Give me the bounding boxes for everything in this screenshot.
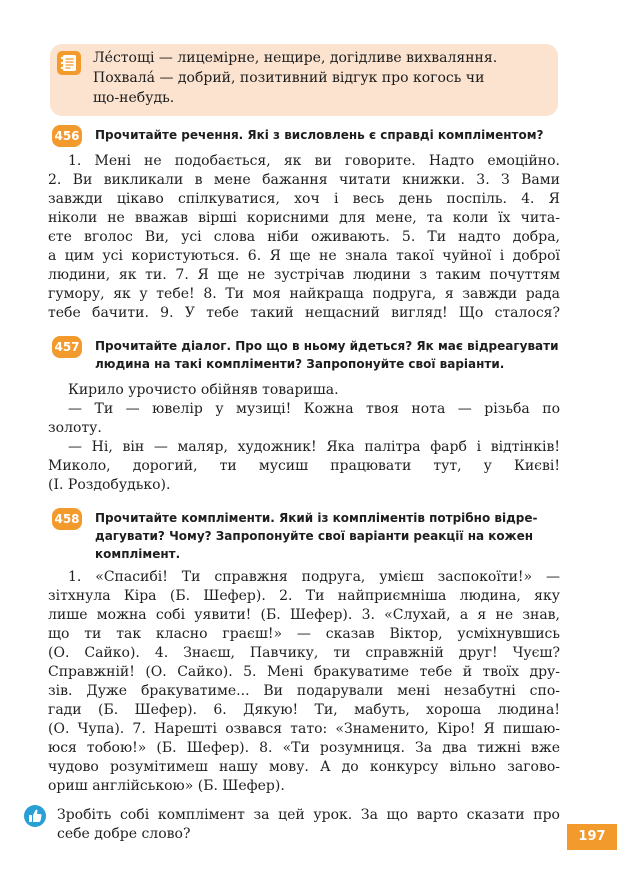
body-line: ніколи не вважав вірші корисними для мене, та коли їх чита- bbox=[48, 210, 560, 226]
task-line: людина на такі компліменти? Запропонуйте свої варіанти. bbox=[95, 357, 505, 371]
exercise-task bbox=[95, 509, 560, 563]
body-line: Миколо, дорогий, ти мусиш працювати тут, у Києві! bbox=[48, 458, 560, 474]
body-line: що ти так класно граєш!» — сказав Віктор, усміхнувшись bbox=[48, 626, 560, 642]
definition-line: Лéстощі — лицемірне, нещире, догідливе вихваляння. bbox=[93, 50, 498, 66]
body-line: чудово розумітимеш нашу мову. А до конкурсу вільно загово- bbox=[48, 759, 560, 775]
exercise-body bbox=[48, 152, 560, 323]
definition-line: Похвалá — добрий, позитивний відгук про когось чи bbox=[93, 70, 485, 86]
body-line: Зробіть собі комплімент за цей урок. За що варто сказати про bbox=[57, 807, 560, 823]
exercise-number-badge: 456 bbox=[52, 125, 82, 147]
exercise-number-badge: 457 bbox=[52, 336, 82, 358]
body-line: лише можна собі уявити! (Б. Шефер). 3. «Слухай, а я не знав, bbox=[48, 607, 560, 623]
body-line: зів. Дуже бракуватиме... Ви подарували мені незабутні спо- bbox=[48, 683, 560, 699]
task-line: комплімент. bbox=[95, 547, 181, 561]
body-line: гади (Б. Шефер). 6. Дякую! Ти, мабуть, хороша людина! bbox=[48, 702, 560, 718]
page-number: 197 bbox=[567, 824, 617, 850]
body-line: (О. Чупа). 7. Нарешті озвався тато: «Знаменито, Кіро! Я пишаю- bbox=[48, 721, 560, 737]
exercise-task bbox=[95, 126, 560, 144]
exercise-body bbox=[48, 568, 560, 796]
thumbs-up-icon bbox=[24, 805, 46, 827]
body-line: ориш англійською» (Б. Шефер). bbox=[48, 778, 285, 794]
exercise-body bbox=[48, 381, 560, 495]
body-line: 2. Ви викликали в мене бажання читати книжки. 3. З Вами bbox=[48, 172, 560, 188]
task-line: дагувати? Чому? Запропонуйте свої варіанти реакції на кожен bbox=[95, 529, 534, 543]
notebook-icon bbox=[57, 51, 81, 75]
body-line: золоту. bbox=[48, 420, 102, 436]
body-line: (І. Роздобудько). bbox=[48, 477, 171, 493]
body-line: Справжній! (О. Сайко). 5. Мені бракуватиме тебе й твоїх дру- bbox=[48, 664, 560, 680]
task-line: Прочитайте компліменти. Який із компліментів потрібно відре- bbox=[95, 511, 538, 525]
body-line: Кирило урочисто обійняв товариша. bbox=[68, 382, 339, 398]
body-line: а цим усі користуються. 6. Я ще не знала такої чуйної і доброї bbox=[48, 248, 560, 264]
task-line: Прочитайте речення. Які з висловлень є справді компліментом? bbox=[95, 128, 544, 142]
definition-text bbox=[93, 48, 555, 108]
body-line: 1. «Спасибі! Ти справжня подруга, умієш заспокоїти!» — bbox=[68, 569, 560, 585]
body-line: завжди цікаво спілкуватися, хоч і весь день поспіль. 4. Я bbox=[48, 191, 560, 207]
body-line: гумору, як у тебе! 8. Ти моя найкраща подруга, я завжди рада bbox=[48, 286, 560, 302]
body-line: єте вголос Ви, усі слова ніби оживають. 5. Ти надто добра, bbox=[48, 229, 560, 245]
task-line: Прочитайте діалог. Про що в ньому йдеться? Як має відреагувати bbox=[95, 339, 559, 353]
body-line: 1. Мені не подобається, як ви говорите. Надто емоційно. bbox=[68, 153, 560, 169]
exercise-number-badge: 458 bbox=[52, 508, 82, 530]
definition-line: що-небудь. bbox=[93, 90, 175, 106]
body-line: (О. Сайко). 4. Знаєш, Павчику, ти справжній друг! Чуєш? bbox=[48, 645, 560, 661]
body-line: — Ти — ювелір у музиці! Кожна твоя нота — різьба по bbox=[68, 401, 560, 417]
body-line: людини, як ти. 7. Я ще не зустрічав людини з таким почуттям bbox=[48, 267, 560, 283]
body-line: — Ні, він — маляр, художник! Яка палітра фарб і відтінків! bbox=[68, 439, 560, 455]
body-line: зітхнула Кіра (Б. Шефер). 2. Ти найприємніша людина, яку bbox=[48, 588, 560, 604]
final-task bbox=[57, 806, 560, 844]
exercise-task bbox=[95, 337, 560, 373]
body-line: себе добре слово? bbox=[57, 826, 191, 842]
body-line: тебе бачити. 9. У тебе такий нещасний вигляд! Що сталося? bbox=[48, 305, 560, 321]
body-line: юся тобою!» (Б. Шефер). 8. «Ти розумниця. За два тижні вже bbox=[48, 740, 560, 756]
